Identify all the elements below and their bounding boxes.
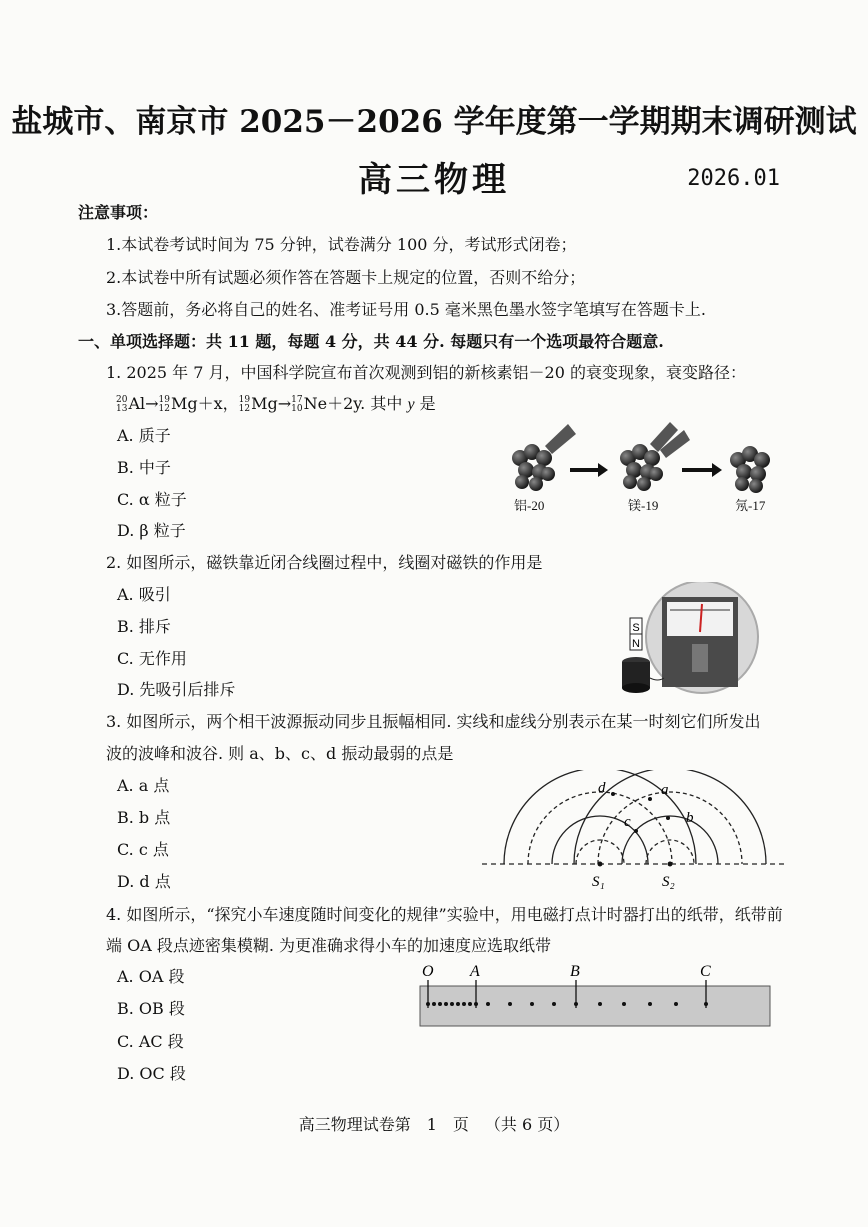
svg-text:S₂: S₂ (662, 874, 675, 890)
section-heading: 一、单项选择题：共 11 题，每题 4 分，共 44 分. 每题只有一个选项最符合题意. (78, 332, 664, 351)
q4-option-d: D. OC 段 (117, 1064, 186, 1083)
q2-option-c: C. 无作用 (117, 649, 187, 668)
q4-stem-line1: 4. 如图所示，“探究小车速度随时间变化的规律”实验中，用电磁打点计时器打出的纸带，纸带前 (106, 905, 783, 924)
q1-label-ne17: 氖-17 (735, 498, 766, 513)
neon-nucleus-icon (730, 446, 770, 493)
subject-title: 高三物理 (358, 160, 510, 200)
note-item-1: 1.本试卷考试时间为 75 分钟，试卷满分 100 分，考试形式闭卷； (106, 235, 577, 254)
note-item-2: 2.本试卷中所有试题必须作答在答题卡上规定的位置，否则不给分； (106, 268, 586, 287)
q4-paper-tape-figure (414, 960, 774, 1032)
q3-option-a: A. a 点 (117, 776, 170, 795)
notes-heading: 注意事项： (78, 203, 159, 222)
q3-stem-line2: 波的波峰和波谷. 则 a、b、c、d 振动最弱的点是 (106, 744, 454, 763)
exam-date: 2026.01 (687, 166, 780, 191)
svg-text:C: C (700, 963, 711, 980)
q3-interference-figure (478, 770, 788, 890)
svg-text:B: B (570, 963, 580, 980)
q3-stem-line1: 3. 如图所示，两个相干波源振动同步且振幅相同. 实线和虚线分别表示在某一时刻它们所发出 (106, 712, 761, 731)
q3-option-b: B. b 点 (117, 808, 171, 827)
q1-stem: 1. 2025 年 7 月，中国科学院宣布首次观测到铝的新核素铝－20 的衰变现象，衰变路径： (106, 363, 746, 382)
q1-option-c: C. α 粒子 (117, 490, 187, 509)
svg-text:d: d (598, 780, 606, 796)
arrow-icon (570, 463, 608, 477)
svg-text:b: b (686, 810, 694, 826)
paper-tape (420, 986, 770, 1026)
note-item-3: 3.答题前，务必将自己的姓名、准考证号用 0.5 毫米黑色墨水签字笔填写在答题卡上. (106, 300, 706, 319)
footer-page-word: 页 (452, 1115, 469, 1134)
q3-option-d: D. d 点 (117, 872, 171, 891)
page-footer (0, 1112, 868, 1135)
q1-option-d: D. β 粒子 (117, 521, 186, 540)
q2-option-b: B. 排斥 (117, 617, 171, 636)
q2-stem: 2. 如图所示，磁铁靠近闭合线圈过程中，线圈对磁铁的作用是 (106, 553, 543, 572)
footer-total-pages: （共 6 页） (484, 1115, 570, 1134)
q2-option-d: D. 先吸引后排斥 (117, 680, 236, 699)
footer-label: 高三物理试卷第 (298, 1115, 411, 1134)
q4-option-c: C. AC 段 (117, 1032, 184, 1051)
aluminum-nucleus-icon (512, 424, 576, 491)
svg-text:S: S (632, 622, 640, 634)
arrow-icon (682, 463, 722, 477)
exam-title: 盐城市、南京市 2025－2026 学年度第一学期期末调研测试 (11, 104, 857, 140)
svg-text:S₁: S₁ (592, 874, 605, 890)
q1-option-b: B. 中子 (117, 458, 171, 477)
q3-option-c: C. c 点 (117, 840, 169, 859)
svg-text:O: O (422, 963, 434, 980)
svg-text:N: N (632, 638, 640, 650)
q1-label-al20: 铝-20 (514, 498, 545, 513)
q2-option-a: A. 吸引 (117, 585, 171, 604)
q4-stem-line2: 端 OA 段点迹密集模糊. 为更准确求得小车的加速度应选取纸带 (106, 936, 552, 955)
q2-galvanometer-figure (612, 582, 762, 697)
magnesium-nucleus-icon (620, 422, 690, 491)
footer-page-number: 1 (426, 1115, 437, 1134)
svg-text:c: c (624, 814, 631, 830)
q4-option-a: A. OA 段 (117, 967, 185, 986)
q4-option-b: B. OB 段 (117, 999, 185, 1018)
svg-text:A: A (470, 963, 480, 980)
q1-equation: 20 13Al→19 12Mg＋x，19 12Mg→17 10Ne＋2y. 其中 y 是 (116, 394, 436, 414)
q1-option-a: A. 质子 (117, 426, 171, 445)
q1-label-mg19: 镁-19 (628, 498, 659, 513)
svg-text:a: a (661, 782, 669, 798)
